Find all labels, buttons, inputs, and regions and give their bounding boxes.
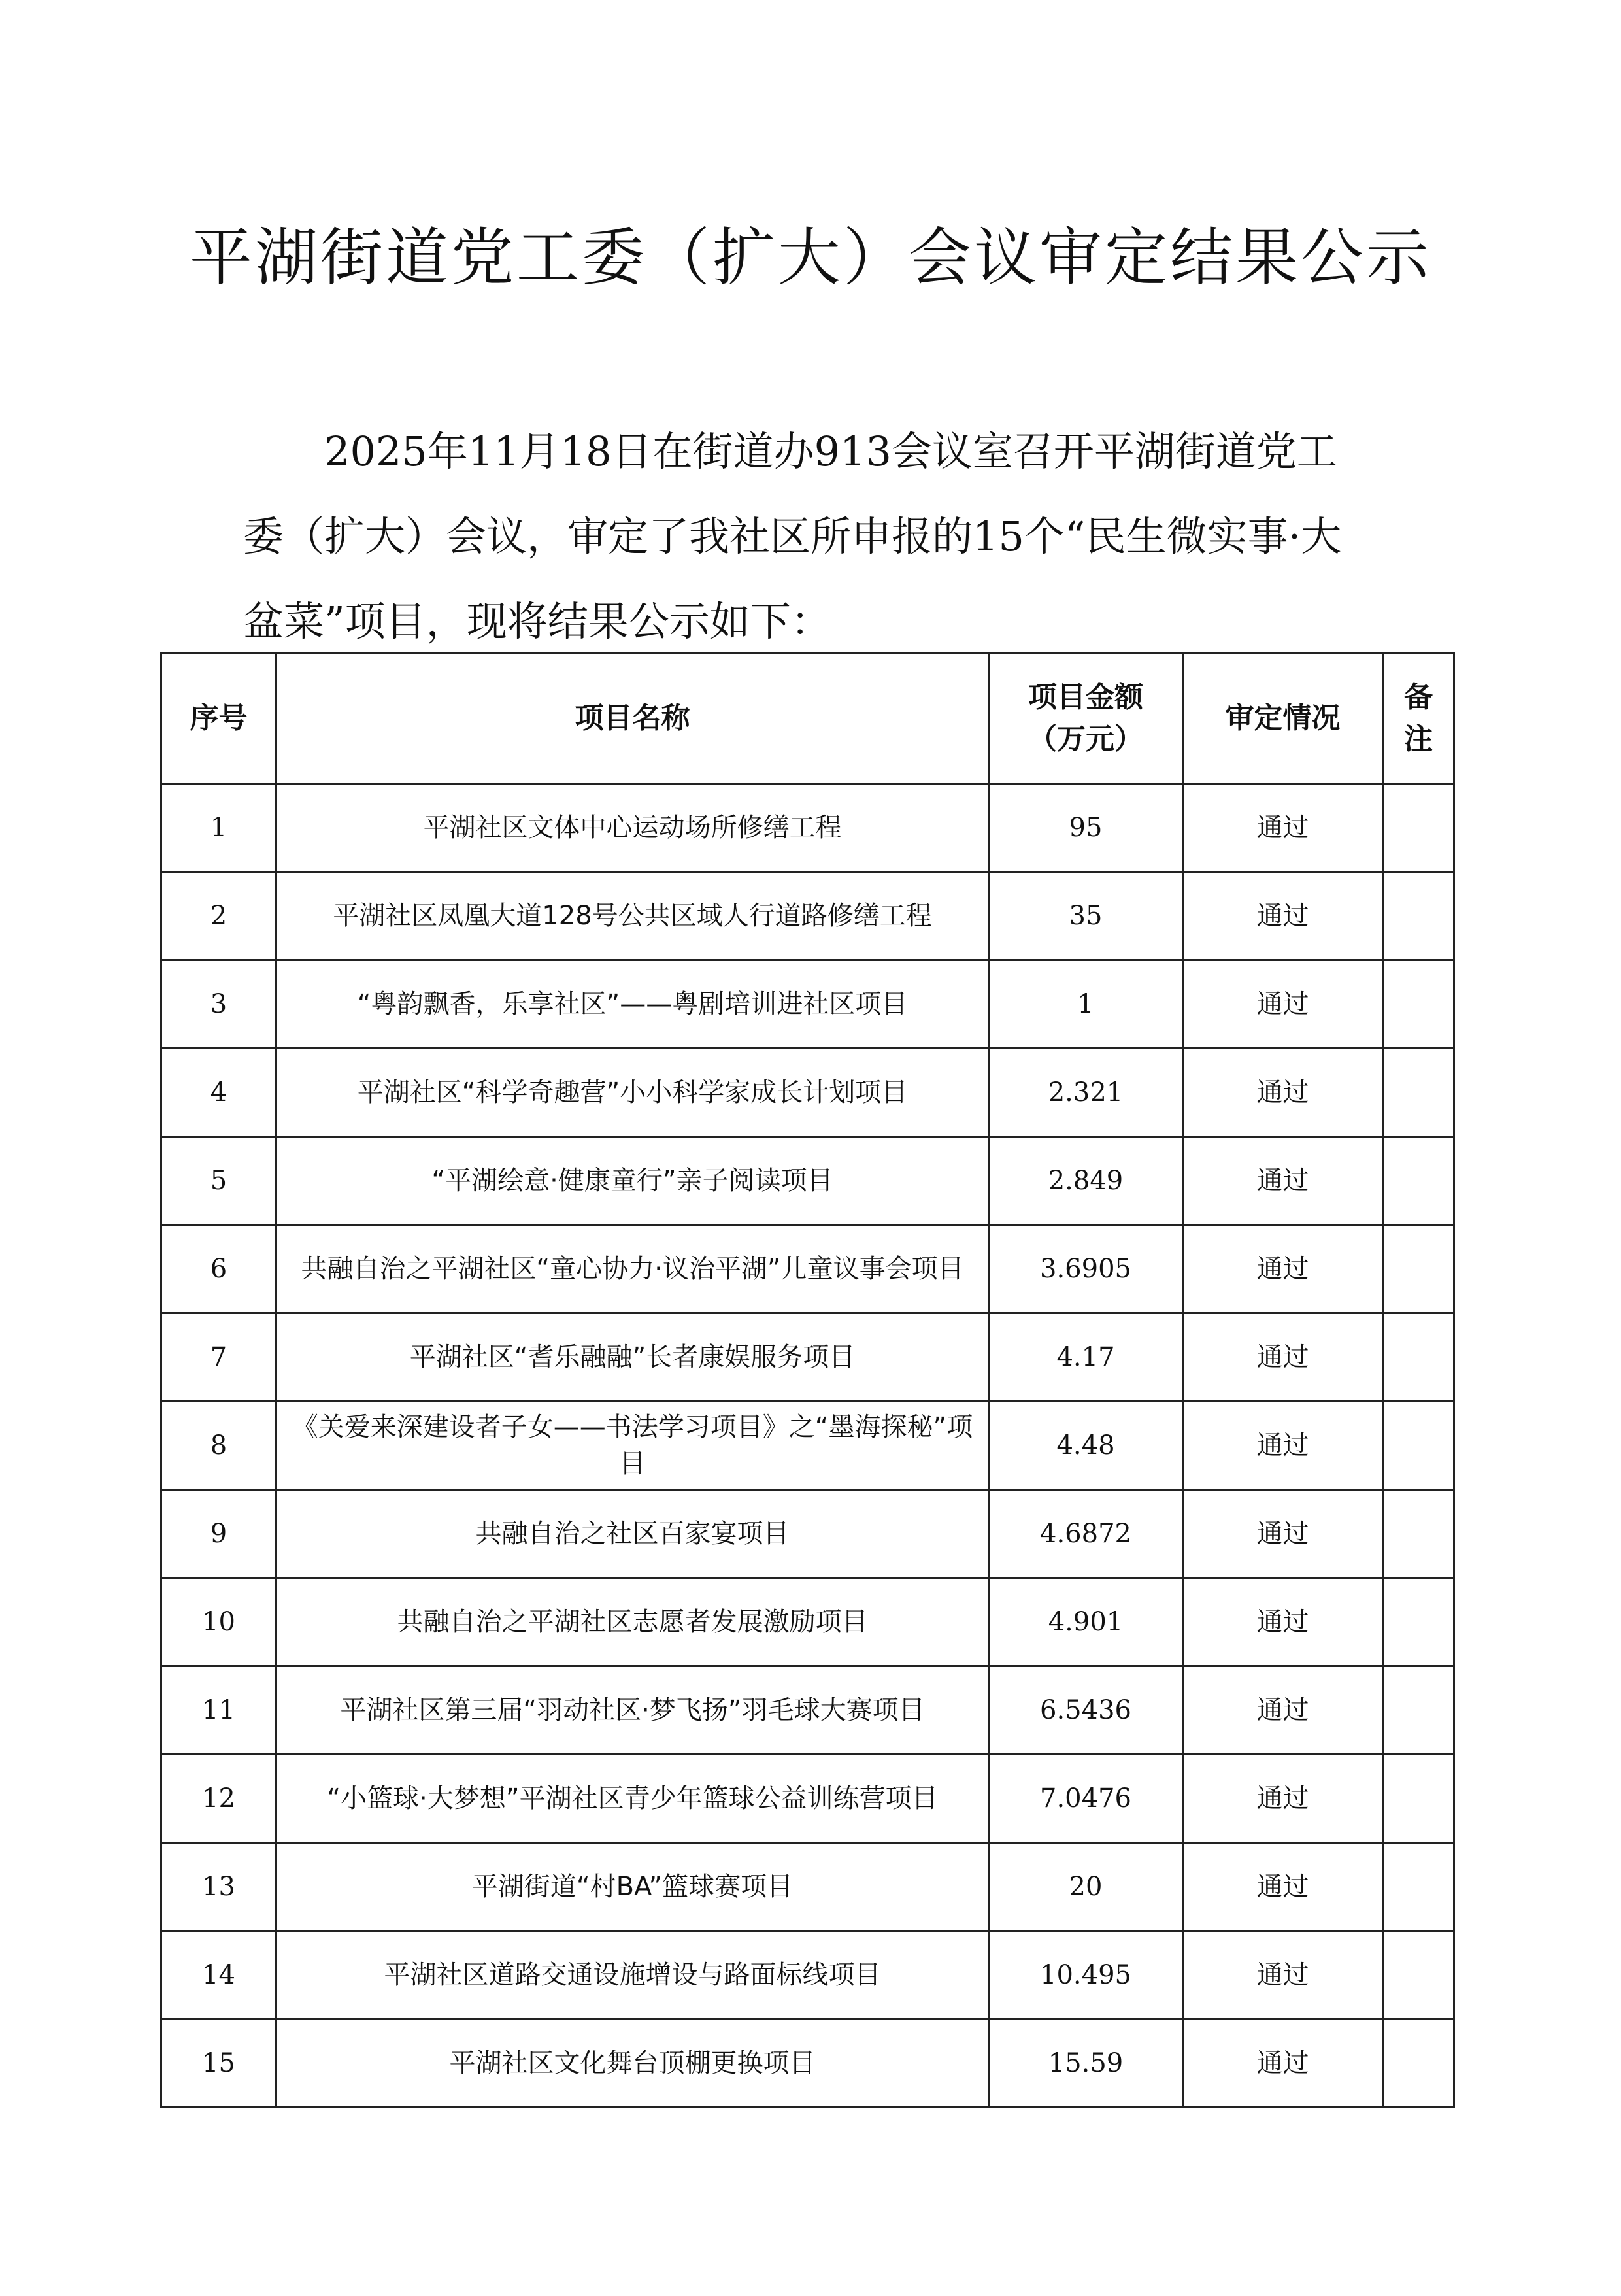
row-project-name: 平湖社区文化舞台顶棚更换项目: [276, 2019, 989, 2108]
row-note: [1383, 1137, 1454, 1225]
row-note: [1383, 1490, 1454, 1578]
row-status: 通过: [1183, 1666, 1383, 1755]
row-note: [1383, 960, 1454, 1049]
table-row: [161, 1755, 1454, 1843]
table-header-row: [161, 654, 1454, 784]
table-body: [161, 784, 1454, 2108]
row-status: 通过: [1183, 784, 1383, 872]
row-amount: 10.495: [989, 1931, 1183, 2019]
row-note: [1383, 1225, 1454, 1313]
row-note: [1383, 1049, 1454, 1137]
row-amount: 20: [989, 1843, 1183, 1931]
row-amount: 15.59: [989, 2019, 1183, 2108]
row-status: 通过: [1183, 1137, 1383, 1225]
row-seq: 5: [161, 1137, 276, 1225]
row-project-name: 平湖社区凤凰大道128号公共区域人行道路修缮工程: [276, 872, 989, 960]
row-seq: 14: [161, 1931, 276, 2019]
table-row: [161, 1578, 1454, 1666]
row-amount: 1: [989, 960, 1183, 1049]
row-note: [1383, 2019, 1454, 2108]
row-project-name: 《关爱来深建设者子女——书法学习项目》之“墨海探秘”项目: [276, 1402, 989, 1490]
row-note: [1383, 1666, 1454, 1755]
header-amount: [989, 654, 1183, 784]
table-row: [161, 1137, 1454, 1225]
row-seq: 13: [161, 1843, 276, 1931]
table-row: [161, 1666, 1454, 1755]
header-status: 审定情况: [1183, 654, 1383, 784]
row-amount: 35: [989, 872, 1183, 960]
row-status: 通过: [1183, 872, 1383, 960]
row-seq: 6: [161, 1225, 276, 1313]
row-project-name: 平湖社区“科学奇趣营”小小科学家成长计划项目: [276, 1049, 989, 1137]
row-status: 通过: [1183, 1225, 1383, 1313]
row-amount: 4.6872: [989, 1490, 1183, 1578]
table-row: [161, 1402, 1454, 1490]
row-project-name: 平湖社区“耆乐融融”长者康娱服务项目: [276, 1313, 989, 1402]
row-seq: 2: [161, 872, 276, 960]
row-project-name: “小篮球·大梦想”平湖社区青少年篮球公益训练营项目: [276, 1755, 989, 1843]
header-note-line2: 注: [1404, 722, 1433, 756]
intro-paragraph: [243, 409, 1367, 664]
row-status: 通过: [1183, 1313, 1383, 1402]
row-status: 通过: [1183, 1843, 1383, 1931]
row-status: 通过: [1183, 1578, 1383, 1666]
row-project-name: 平湖街道“村BA”篮球赛项目: [276, 1843, 989, 1931]
row-note: [1383, 784, 1454, 872]
row-note: [1383, 1843, 1454, 1931]
row-project-name: “粤韵飘香，乐享社区”——粤剧培训进社区项目: [276, 960, 989, 1049]
header-name: 项目名称: [276, 654, 989, 784]
table-row: [161, 872, 1454, 960]
document-title: 平湖街道党工委（扩大）会议审定结果公示: [190, 221, 1431, 294]
table-row: [161, 1931, 1454, 2019]
row-amount: 4.901: [989, 1578, 1183, 1666]
header-note-line1: 备: [1404, 681, 1433, 714]
row-status: 通过: [1183, 1490, 1383, 1578]
table-row: [161, 1313, 1454, 1402]
row-amount: 7.0476: [989, 1755, 1183, 1843]
projects-table: [160, 652, 1455, 2108]
row-amount: 4.17: [989, 1313, 1183, 1402]
row-seq: 15: [161, 2019, 276, 2108]
table-row: [161, 2019, 1454, 2108]
row-amount: 4.48: [989, 1402, 1183, 1490]
row-seq: 11: [161, 1666, 276, 1755]
row-status: 通过: [1183, 1049, 1383, 1137]
row-note: [1383, 1931, 1454, 2019]
row-seq: 8: [161, 1402, 276, 1490]
header-seq: 序号: [161, 654, 276, 784]
row-note: [1383, 1755, 1454, 1843]
header-amount-line1: 项目金额: [1028, 681, 1143, 714]
row-project-name: “平湖绘意·健康童行”亲子阅读项目: [276, 1137, 989, 1225]
row-amount: 95: [989, 784, 1183, 872]
row-amount: 2.849: [989, 1137, 1183, 1225]
row-seq: 1: [161, 784, 276, 872]
row-project-name: 共融自治之平湖社区“童心协力·议治平湖”儿童议事会项目: [276, 1225, 989, 1313]
row-seq: 4: [161, 1049, 276, 1137]
row-amount: 6.5436: [989, 1666, 1183, 1755]
row-amount: 3.6905: [989, 1225, 1183, 1313]
table-row: [161, 960, 1454, 1049]
row-status: 通过: [1183, 1402, 1383, 1490]
row-note: [1383, 1578, 1454, 1666]
intro-text: 2025年11月18日在街道办913会议室召开平湖街道党工委（扩大）会议，审定了我社区所申报的15个“民生微实事·大盆菜”项目，现将结果公示如下：: [243, 428, 1342, 645]
row-status: 通过: [1183, 2019, 1383, 2108]
row-note: [1383, 872, 1454, 960]
row-project-name: 平湖社区第三届“羽动社区·梦飞扬”羽毛球大赛项目: [276, 1666, 989, 1755]
row-project-name: 平湖社区文体中心运动场所修缮工程: [276, 784, 989, 872]
row-status: 通过: [1183, 960, 1383, 1049]
row-status: 通过: [1183, 1931, 1383, 2019]
row-seq: 12: [161, 1755, 276, 1843]
table-row: [161, 784, 1454, 872]
row-status: 通过: [1183, 1755, 1383, 1843]
row-note: [1383, 1402, 1454, 1490]
table-row: [161, 1049, 1454, 1137]
table-row: [161, 1843, 1454, 1931]
row-project-name: 共融自治之平湖社区志愿者发展激励项目: [276, 1578, 989, 1666]
row-project-name: 共融自治之社区百家宴项目: [276, 1490, 989, 1578]
row-seq: 7: [161, 1313, 276, 1402]
table-row: [161, 1225, 1454, 1313]
row-amount: 2.321: [989, 1049, 1183, 1137]
header-note: [1383, 654, 1454, 784]
header-amount-line2: （万元）: [1028, 722, 1143, 756]
row-note: [1383, 1313, 1454, 1402]
row-project-name: 平湖社区道路交通设施增设与路面标线项目: [276, 1931, 989, 2019]
row-seq: 9: [161, 1490, 276, 1578]
row-seq: 10: [161, 1578, 276, 1666]
table-row: [161, 1490, 1454, 1578]
row-seq: 3: [161, 960, 276, 1049]
